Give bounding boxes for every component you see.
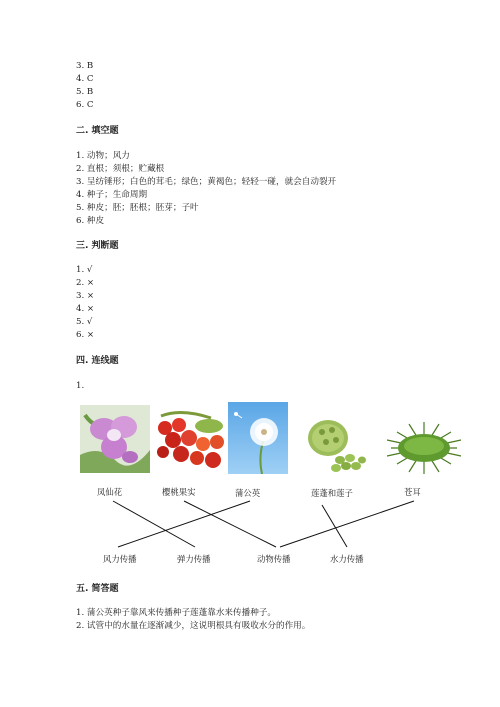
- method-label-wind: 风力传播: [103, 554, 137, 564]
- section-heading-true-false: 三. 判断题: [76, 241, 119, 251]
- true-false-answer: 6. ×: [76, 330, 95, 340]
- true-false-answer: 4. ×: [76, 304, 95, 314]
- method-label-animal: 动物传播: [257, 554, 291, 564]
- method-label-spring: 弹力传播: [177, 554, 211, 564]
- short-answer: 1. 蒲公英种子靠风来传播种子莲蓬靠水来传播种子。: [76, 608, 276, 618]
- plant-label-cocklebur: 苍耳: [404, 487, 421, 497]
- section-heading-short-answer: 五. 简答题: [76, 584, 119, 594]
- method-label-water: 水力传播: [330, 554, 364, 564]
- section-heading-matching: 四. 连线题: [76, 356, 119, 366]
- plant-label-lotus: 莲蓬和莲子: [311, 488, 353, 498]
- plant-label-impatiens: 凤仙花: [97, 487, 123, 497]
- plant-label-dandelion: 蒲公英: [235, 488, 261, 498]
- section-heading-fill-in: 二. 填空题: [76, 126, 119, 136]
- mc-answer: 3. B: [76, 61, 94, 71]
- matching-question-number: 1.: [76, 381, 85, 391]
- plant-label-cherry: 樱桃果实: [162, 487, 196, 497]
- link-lotus-water: [322, 505, 347, 547]
- mc-answer: 5. B: [76, 87, 94, 97]
- short-answer: 2. 试管中的水量在逐渐减少，这说明根具有吸收水分的作用。: [76, 621, 311, 631]
- mc-answer: 6. C: [76, 100, 94, 110]
- fill-in-answer: 2. 直根；须根；贮藏根: [76, 164, 165, 174]
- fill-in-answer: 3. 呈纺锤形；白色的茸毛；绿色；黄褐色；轻轻一碰，就会自动裂开: [76, 177, 337, 187]
- true-false-answer: 3. ×: [76, 291, 95, 301]
- true-false-answer: 5. √: [76, 317, 93, 327]
- true-false-answer: 2. ×: [76, 278, 95, 288]
- link-cocklebur-animal: [280, 501, 414, 547]
- fill-in-answer: 1. 动物；风力: [76, 151, 130, 161]
- mc-answer: 4. C: [76, 74, 94, 84]
- fill-in-answer: 6. 种皮: [76, 216, 105, 226]
- fill-in-answer: 5. 种皮；胚；胚根；胚芽；子叶: [76, 203, 199, 213]
- fill-in-answer: 4. 种子；生命周期: [76, 190, 148, 200]
- true-false-answer: 1. √: [76, 265, 93, 275]
